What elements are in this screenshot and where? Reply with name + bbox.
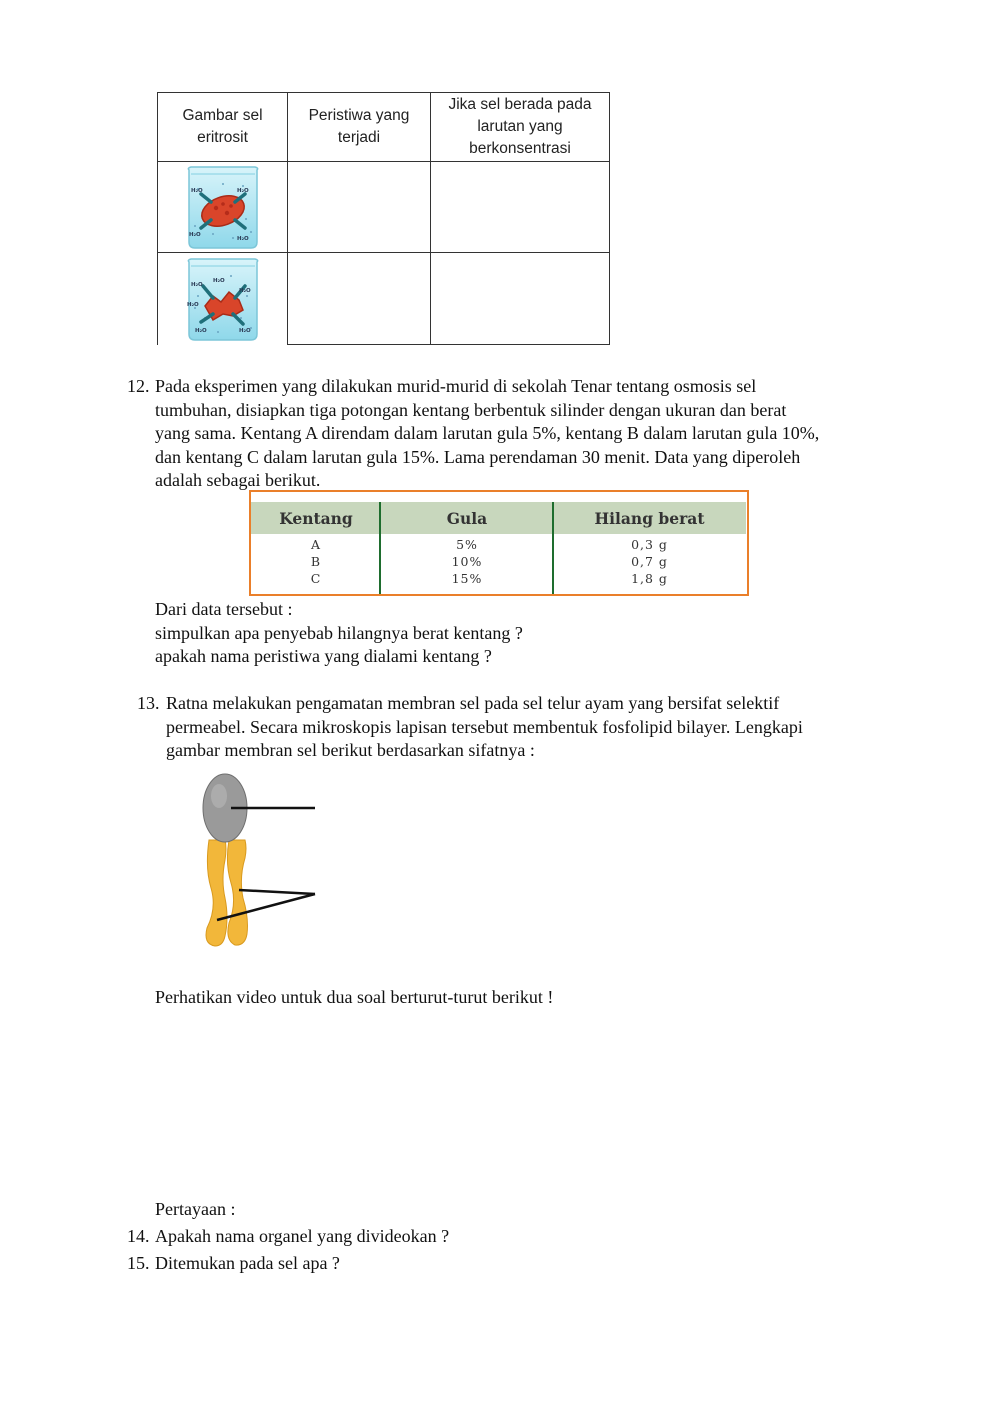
header-label: Peristiwa yang terjadi xyxy=(308,107,410,146)
image-cell xyxy=(157,252,288,345)
cell-gula: 15% xyxy=(451,571,483,586)
header-gula: Gula xyxy=(446,508,488,528)
beaker-burst-cell-image xyxy=(183,256,263,342)
water-label: H₂O xyxy=(213,278,225,284)
cell-hilang-berat: 0,7 g xyxy=(631,554,668,569)
concentration-cell[interactable] xyxy=(430,161,610,253)
cell-kentang: B xyxy=(310,554,322,569)
water-label: H₂O xyxy=(237,188,249,194)
q15-number: 15. xyxy=(127,1253,150,1273)
cell-gula: 5% xyxy=(456,537,478,552)
header-label: Jika sel berada pada larutan yang berkonsentrasi xyxy=(448,96,592,157)
cell-kentang: A xyxy=(310,537,322,552)
cell-hilang-berat: 1,8 g xyxy=(631,571,668,586)
phospholipid-tail-right xyxy=(227,840,247,945)
q12-line: Pada eksperimen yang dilakukan murid-murid di sekolah Tenar tentang osmosis sel xyxy=(155,376,757,396)
tail-label-line xyxy=(217,894,315,920)
header-cell-event xyxy=(287,92,431,162)
q12-number: 12. xyxy=(127,376,150,396)
potato-data-table xyxy=(249,490,749,596)
q12-line: tumbuhan, disiapkan tiga potongan kentang berbentuk silinder dengan ukuran dan berat xyxy=(155,399,787,420)
water-label: H₂O xyxy=(237,236,249,242)
cell-hilang-berat: 0,3 g xyxy=(631,537,668,552)
q12-line: yang sama. Kentang A direndam dalam larutan gula 5%, kentang B dalam larutan gula 10%, xyxy=(155,423,820,443)
header-cell-image xyxy=(157,92,288,162)
cell-kentang: C xyxy=(310,571,322,586)
q13-number: 13. xyxy=(137,693,160,713)
water-label: H₂O xyxy=(191,282,203,288)
water-label: H₂O xyxy=(191,188,203,194)
q13-line: gambar membran sel berikut berdasarkan sifatnya : xyxy=(166,740,535,760)
q13-question xyxy=(166,692,946,763)
water-label: H₂O xyxy=(239,328,251,334)
q12-question xyxy=(155,375,935,493)
q13-line: permeabel. Secara mikroskopis lapisan tersebut membentuk fosfolipid bilayer. Lengkapi xyxy=(166,716,803,737)
phospholipid-diagram xyxy=(195,768,325,953)
header-cell-concentration xyxy=(430,92,610,162)
q12-follow-up xyxy=(155,598,755,669)
phospholipid-tail-left xyxy=(206,840,227,946)
water-label: H₂O xyxy=(189,232,201,238)
tail-label-line xyxy=(239,890,315,894)
q14-number: 14. xyxy=(127,1226,150,1246)
q14-question: Apakah nama organel yang divideokan ? xyxy=(155,1226,450,1246)
video-instruction: Perhatikan video untuk dua soal berturut-turut berikut ! xyxy=(155,987,554,1007)
cell-gula: 10% xyxy=(451,554,483,569)
event-cell[interactable] xyxy=(287,252,431,345)
header-kentang: Kentang xyxy=(279,508,353,528)
q15-question: Ditemukan pada sel apa ? xyxy=(155,1253,340,1273)
water-label: H₂O xyxy=(239,288,251,294)
water-label: H₂O xyxy=(187,302,199,308)
image-cell xyxy=(157,161,288,253)
header-hilang-berat: Hilang berat xyxy=(594,508,705,528)
q12-after-line: simpulkan apa penyebab hilangnya berat kentang ? xyxy=(155,622,523,643)
q13-line: Ratna melakukan pengamatan membran sel pada sel telur ayam yang bersifat selektif xyxy=(166,693,780,713)
potato-table-header xyxy=(251,502,746,534)
q12-line: dan kentang C dalam larutan gula 15%. Lama perendaman 30 menit. Data yang diperoleh xyxy=(155,446,801,467)
concentration-cell[interactable] xyxy=(430,252,610,345)
questions-heading: Pertayaan : xyxy=(155,1199,236,1219)
header-label: Gambar sel eritrosit xyxy=(182,107,263,146)
q12-after-line: apakah nama peristiwa yang dialami kentang ? xyxy=(155,646,492,666)
beaker-shrunken-cell-image xyxy=(183,164,263,250)
q12-line: adalah sebagai berikut. xyxy=(155,470,321,490)
event-cell[interactable] xyxy=(287,161,431,253)
q12-after-line: Dari data tersebut : xyxy=(155,599,293,619)
water-label: H₂O xyxy=(195,328,207,334)
erythrocyte-table xyxy=(157,92,610,345)
